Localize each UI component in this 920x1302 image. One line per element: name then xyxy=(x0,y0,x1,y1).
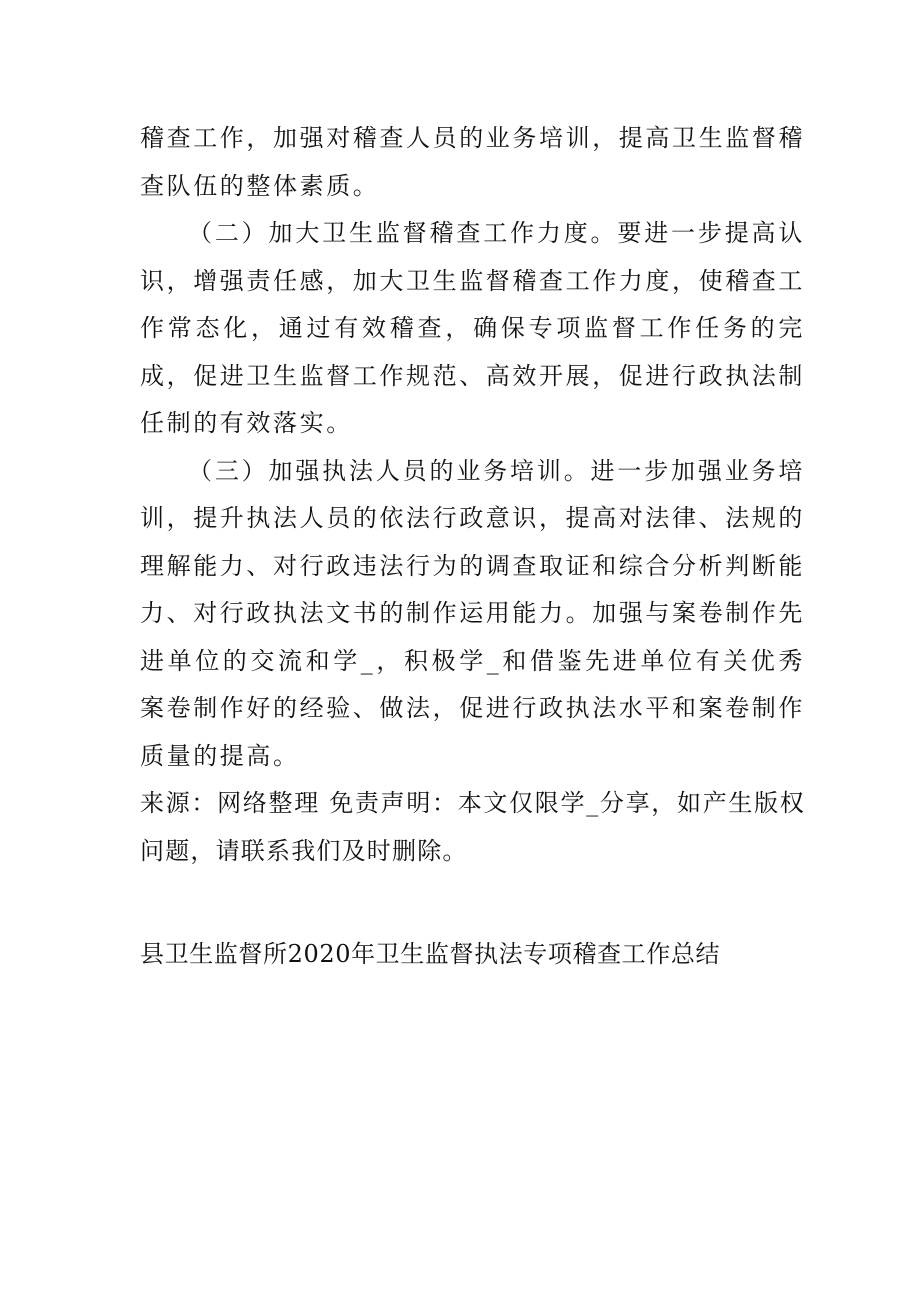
paragraph-continuation: 稽查工作，加强对稽查人员的业务培训，提高卫生监督稽查队伍的整体素质。 xyxy=(140,124,805,200)
document-body xyxy=(140,115,805,875)
document-footer-title: 县卫生监督所2020年卫生监督执法专项稽查工作总结 xyxy=(140,940,721,968)
paragraph-section-2: （二）加大卫生监督稽查工作力度。要进一步提高认识，增强责任感，加大卫生监督稽查工作力度，使稽查工作常态化，通过有效稽查，确保专项监督工作任务的完成，促进卫生监督工作规范、高效开展，促进行政执法制任制的有效落实。 xyxy=(140,219,805,437)
source-disclaimer: 来源：网络整理 免责声明：本文仅限学_分享，如产生版权问题，请联系我们及时删除。 xyxy=(140,789,805,865)
paragraph-section-3: （三）加强执法人员的业务培训。进一步加强业务培训，提升执法人员的依法行政意识，提高对法律、法规的理解能力、对行政违法行为的调查取证和综合分析判断能力、对行政执法文书的制作运用能力。加强与案卷制作先进单位的交流和学_，积极学_和借鉴先进单位有关优秀案卷制作好的经验、做法，促进行政执法水平和案卷制作质量的提高。 xyxy=(140,456,805,770)
